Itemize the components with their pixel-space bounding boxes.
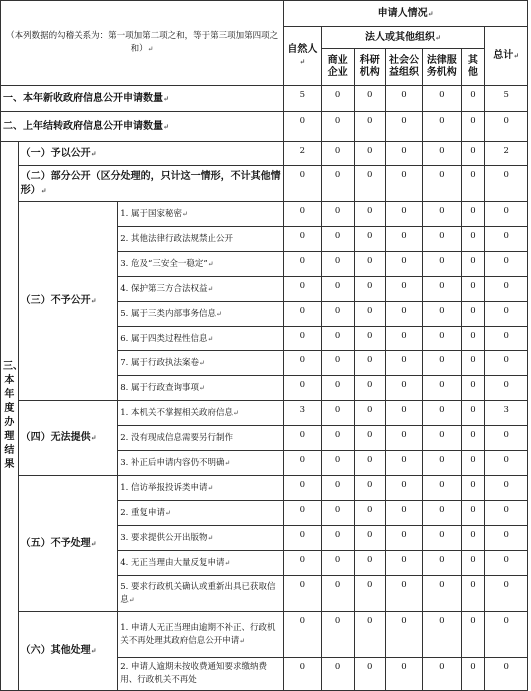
table-row xyxy=(1,112,528,142)
cell-value: 0 xyxy=(321,86,354,112)
item-label: 2. 重复申请↵ xyxy=(118,501,284,526)
cell-value: 0 xyxy=(354,327,385,351)
cell-value: 0 xyxy=(321,202,354,227)
cell-value: 0 xyxy=(485,658,528,691)
cell-value: 2 xyxy=(485,142,528,166)
commercial-header: 商业企业 xyxy=(321,49,354,86)
cell-value: 0 xyxy=(354,376,385,401)
cell-value: 0 xyxy=(321,526,354,551)
cell-value: 2 xyxy=(284,142,321,166)
cell-value: 0 xyxy=(485,227,528,252)
group-label: （六）其他处理↵ xyxy=(18,612,118,691)
cell-value: 0 xyxy=(321,501,354,526)
cell-value: 0 xyxy=(461,658,485,691)
cell-value: 0 xyxy=(284,501,321,526)
group-label: （五）不予处理↵ xyxy=(18,476,118,612)
cell-value: 0 xyxy=(461,426,485,451)
cell-value: 0 xyxy=(485,166,528,202)
cell-value: 0 xyxy=(284,227,321,252)
cell-value: 0 xyxy=(354,277,385,302)
cell-value: 0 xyxy=(485,327,528,351)
cell-value: 0 xyxy=(385,227,422,252)
cell-value: 0 xyxy=(461,551,485,576)
cell-value: 0 xyxy=(354,302,385,327)
table-row xyxy=(1,401,528,426)
row-label: 一、本年新收政府信息公开申请数量↵ xyxy=(1,86,284,112)
cell-value: 0 xyxy=(485,302,528,327)
table-row xyxy=(1,612,528,658)
table-row xyxy=(1,142,528,166)
cell-value: 0 xyxy=(354,451,385,476)
social-header: 社会公益组织 xyxy=(385,49,422,86)
item-label: 1. 信访举报投诉类申请↵ xyxy=(118,476,284,501)
cell-value: 0 xyxy=(284,526,321,551)
cell-value: 0 xyxy=(354,501,385,526)
cell-value: 0 xyxy=(321,327,354,351)
cell-value: 0 xyxy=(321,252,354,277)
table-row xyxy=(1,166,528,202)
cell-value: 0 xyxy=(423,302,461,327)
item-label: 8. 属于行政查询事项↵ xyxy=(118,376,284,401)
cell-value: 0 xyxy=(354,142,385,166)
header-note: （本列数据的勾稽关系为：第一项加第二项之和，等于第三项加第四项之和）↵ xyxy=(1,1,284,86)
cell-value: 0 xyxy=(354,166,385,202)
cell-value: 0 xyxy=(354,351,385,376)
cell-value: 0 xyxy=(461,327,485,351)
cell-value: 0 xyxy=(354,112,385,142)
applicant-info-header: 申请人情况↵ xyxy=(284,1,528,27)
cell-value: 0 xyxy=(321,426,354,451)
cell-value: 0 xyxy=(321,451,354,476)
cell-value: 0 xyxy=(485,576,528,612)
cell-value: 0 xyxy=(385,86,422,112)
cell-value: 0 xyxy=(354,252,385,277)
cell-value: 0 xyxy=(423,476,461,501)
cell-value: 0 xyxy=(485,612,528,658)
cell-value: 0 xyxy=(354,86,385,112)
cell-value: 0 xyxy=(321,166,354,202)
cell-value: 0 xyxy=(385,612,422,658)
header-note-text: （本列数据的勾稽关系为：第一项加第二项之和，等于第三项加第四项之和） xyxy=(6,31,279,54)
cell-value: 0 xyxy=(354,526,385,551)
cell-value: 0 xyxy=(423,401,461,426)
cell-value: 0 xyxy=(321,658,354,691)
cell-value: 0 xyxy=(423,612,461,658)
row-label: 二、上年结转政府信息公开申请数量↵ xyxy=(1,112,284,142)
cell-value: 0 xyxy=(284,166,321,202)
cell-value: 0 xyxy=(485,501,528,526)
cell-value: 0 xyxy=(385,451,422,476)
cell-value: 0 xyxy=(385,202,422,227)
cell-value: 0 xyxy=(385,351,422,376)
cell-value: 0 xyxy=(284,376,321,401)
cell-value: 0 xyxy=(385,302,422,327)
cell-value: 0 xyxy=(461,501,485,526)
cell-value: 0 xyxy=(284,277,321,302)
cell-value: 0 xyxy=(321,227,354,252)
cell-value: 0 xyxy=(461,526,485,551)
natural-person-header: 自然人↵ xyxy=(284,27,321,86)
item-label: 5. 要求行政机关确认或重新出具已获取信息↵ xyxy=(118,576,284,612)
cell-value: 0 xyxy=(461,166,485,202)
cell-value: 0 xyxy=(423,227,461,252)
cell-value: 0 xyxy=(423,142,461,166)
cell-value: 0 xyxy=(485,351,528,376)
cell-value: 0 xyxy=(423,351,461,376)
cell-value: 0 xyxy=(284,476,321,501)
section-three-label: 三、本年度办理结果 xyxy=(1,142,19,691)
item-label: 1. 申请人无正当理由逾期不补正、行政机关不再处理其政府信息公开申请↵ xyxy=(118,612,284,658)
item-label: 1. 属于国家秘密↵ xyxy=(118,202,284,227)
cell-value: 0 xyxy=(385,476,422,501)
cell-value: 0 xyxy=(284,426,321,451)
cell-value: 3 xyxy=(485,401,528,426)
item-label: 3. 要求提供公开出版物↵ xyxy=(118,526,284,551)
table-row xyxy=(1,202,528,227)
cell-value: 0 xyxy=(284,658,321,691)
cell-value: 0 xyxy=(423,376,461,401)
cell-value: 0 xyxy=(461,142,485,166)
cell-value: 0 xyxy=(485,426,528,451)
cell-value: 0 xyxy=(385,327,422,351)
cell-value: 0 xyxy=(485,112,528,142)
cell-value: 0 xyxy=(284,202,321,227)
cell-value: 0 xyxy=(385,376,422,401)
row-label: （二）部分公开（区分处理的，只计这一情形，不计其他情形）↵ xyxy=(18,166,284,202)
cell-value: 0 xyxy=(385,112,422,142)
cell-value: 0 xyxy=(354,612,385,658)
cell-value: 0 xyxy=(321,351,354,376)
cell-value: 0 xyxy=(385,277,422,302)
cell-value: 0 xyxy=(461,277,485,302)
cell-value: 0 xyxy=(485,451,528,476)
item-label: 1. 本机关不掌握相关政府信息↵ xyxy=(118,401,284,426)
cell-value: 0 xyxy=(284,612,321,658)
cell-value: 0 xyxy=(385,658,422,691)
cell-value: 0 xyxy=(354,551,385,576)
cell-value: 3 xyxy=(284,401,321,426)
cell-value: 0 xyxy=(354,576,385,612)
cell-value: 0 xyxy=(423,277,461,302)
item-label: 6. 属于四类过程性信息↵ xyxy=(118,327,284,351)
cell-value: 0 xyxy=(284,327,321,351)
cell-value: 0 xyxy=(354,426,385,451)
cell-value: 0 xyxy=(461,252,485,277)
cell-value: 0 xyxy=(423,112,461,142)
cell-value: 0 xyxy=(385,501,422,526)
cell-value: 0 xyxy=(354,227,385,252)
total-header: 总计↵ xyxy=(485,27,528,86)
cell-value: 0 xyxy=(461,351,485,376)
cell-value: 0 xyxy=(485,551,528,576)
cell-value: 0 xyxy=(321,576,354,612)
cell-value: 0 xyxy=(423,166,461,202)
group-label: （三）不予公开↵ xyxy=(18,202,118,401)
cell-value: 0 xyxy=(284,551,321,576)
cell-value: 0 xyxy=(321,401,354,426)
item-label: 5. 属于三类内部事务信息↵ xyxy=(118,302,284,327)
cell-value: 0 xyxy=(284,302,321,327)
row-label: （一）予以公开↵ xyxy=(18,142,284,166)
cell-value: 0 xyxy=(385,166,422,202)
cell-value: 0 xyxy=(385,142,422,166)
cell-value: 0 xyxy=(321,302,354,327)
cell-value: 0 xyxy=(284,252,321,277)
item-label: 2. 申请人逾期未按收费通知要求缴纳费用、行政机关不再处 xyxy=(118,658,284,691)
cell-value: 0 xyxy=(321,551,354,576)
item-label: 3. 补正后申请内容仍不明确↵ xyxy=(118,451,284,476)
cell-value: 0 xyxy=(423,451,461,476)
cell-value: 0 xyxy=(485,526,528,551)
item-label: 4. 无正当理由大量反复申请↵ xyxy=(118,551,284,576)
cell-value: 0 xyxy=(321,612,354,658)
cell-value: 0 xyxy=(423,576,461,612)
cell-value: 0 xyxy=(461,202,485,227)
table-row xyxy=(1,476,528,501)
cell-value: 0 xyxy=(461,376,485,401)
cell-value: 0 xyxy=(321,277,354,302)
cell-value: 0 xyxy=(354,476,385,501)
cell-value: 0 xyxy=(423,252,461,277)
legal-service-header: 法律服务机构 xyxy=(423,49,461,86)
cell-value: 0 xyxy=(423,526,461,551)
cell-value: 0 xyxy=(354,202,385,227)
cell-value: 0 xyxy=(423,426,461,451)
cell-value: 0 xyxy=(461,86,485,112)
cell-value: 0 xyxy=(385,526,422,551)
cell-value: 0 xyxy=(423,501,461,526)
cell-value: 0 xyxy=(423,551,461,576)
item-label: 4. 保护第三方合法权益↵ xyxy=(118,277,284,302)
other-header: 其他 xyxy=(461,49,485,86)
cell-value: 0 xyxy=(385,426,422,451)
cell-value: 0 xyxy=(423,202,461,227)
cell-value: 0 xyxy=(385,401,422,426)
cell-value: 0 xyxy=(485,202,528,227)
cell-value: 0 xyxy=(461,451,485,476)
cell-value: 0 xyxy=(321,112,354,142)
cell-value: 0 xyxy=(284,112,321,142)
item-label: 2. 没有现成信息需要另行制作 xyxy=(118,426,284,451)
cell-value: 0 xyxy=(461,401,485,426)
item-label: 2. 其他法律行政法规禁止公开 xyxy=(118,227,284,252)
cell-value: 0 xyxy=(385,252,422,277)
group-label: （四）无法提供↵ xyxy=(18,401,118,476)
cell-value: 0 xyxy=(321,142,354,166)
cell-value: 5 xyxy=(485,86,528,112)
item-label: 3. 危及“三安全一稳定”↵ xyxy=(118,252,284,277)
legal-group-header: 法人或其他组织↵ xyxy=(321,27,485,49)
cell-value: 0 xyxy=(354,401,385,426)
cell-value: 0 xyxy=(284,351,321,376)
item-label: 7. 属于行政执法案卷↵ xyxy=(118,351,284,376)
cell-value: 0 xyxy=(385,551,422,576)
cell-value: 0 xyxy=(461,227,485,252)
table-row xyxy=(1,86,528,112)
cell-value: 0 xyxy=(461,302,485,327)
cell-value: 0 xyxy=(485,476,528,501)
cell-value: 0 xyxy=(354,658,385,691)
cell-value: 0 xyxy=(423,86,461,112)
research-header: 科研机构 xyxy=(354,49,385,86)
cell-value: 0 xyxy=(461,476,485,501)
cell-value: 0 xyxy=(284,576,321,612)
cell-value: 0 xyxy=(284,451,321,476)
cell-value: 5 xyxy=(284,86,321,112)
cell-value: 0 xyxy=(423,658,461,691)
cell-value: 0 xyxy=(423,327,461,351)
cell-value: 0 xyxy=(321,376,354,401)
cell-value: 0 xyxy=(461,112,485,142)
cell-value: 0 xyxy=(461,612,485,658)
cell-value: 0 xyxy=(321,476,354,501)
cell-value: 0 xyxy=(485,376,528,401)
cell-value: 0 xyxy=(485,277,528,302)
cell-value: 0 xyxy=(461,576,485,612)
cell-value: 0 xyxy=(485,252,528,277)
cell-value: 0 xyxy=(385,576,422,612)
